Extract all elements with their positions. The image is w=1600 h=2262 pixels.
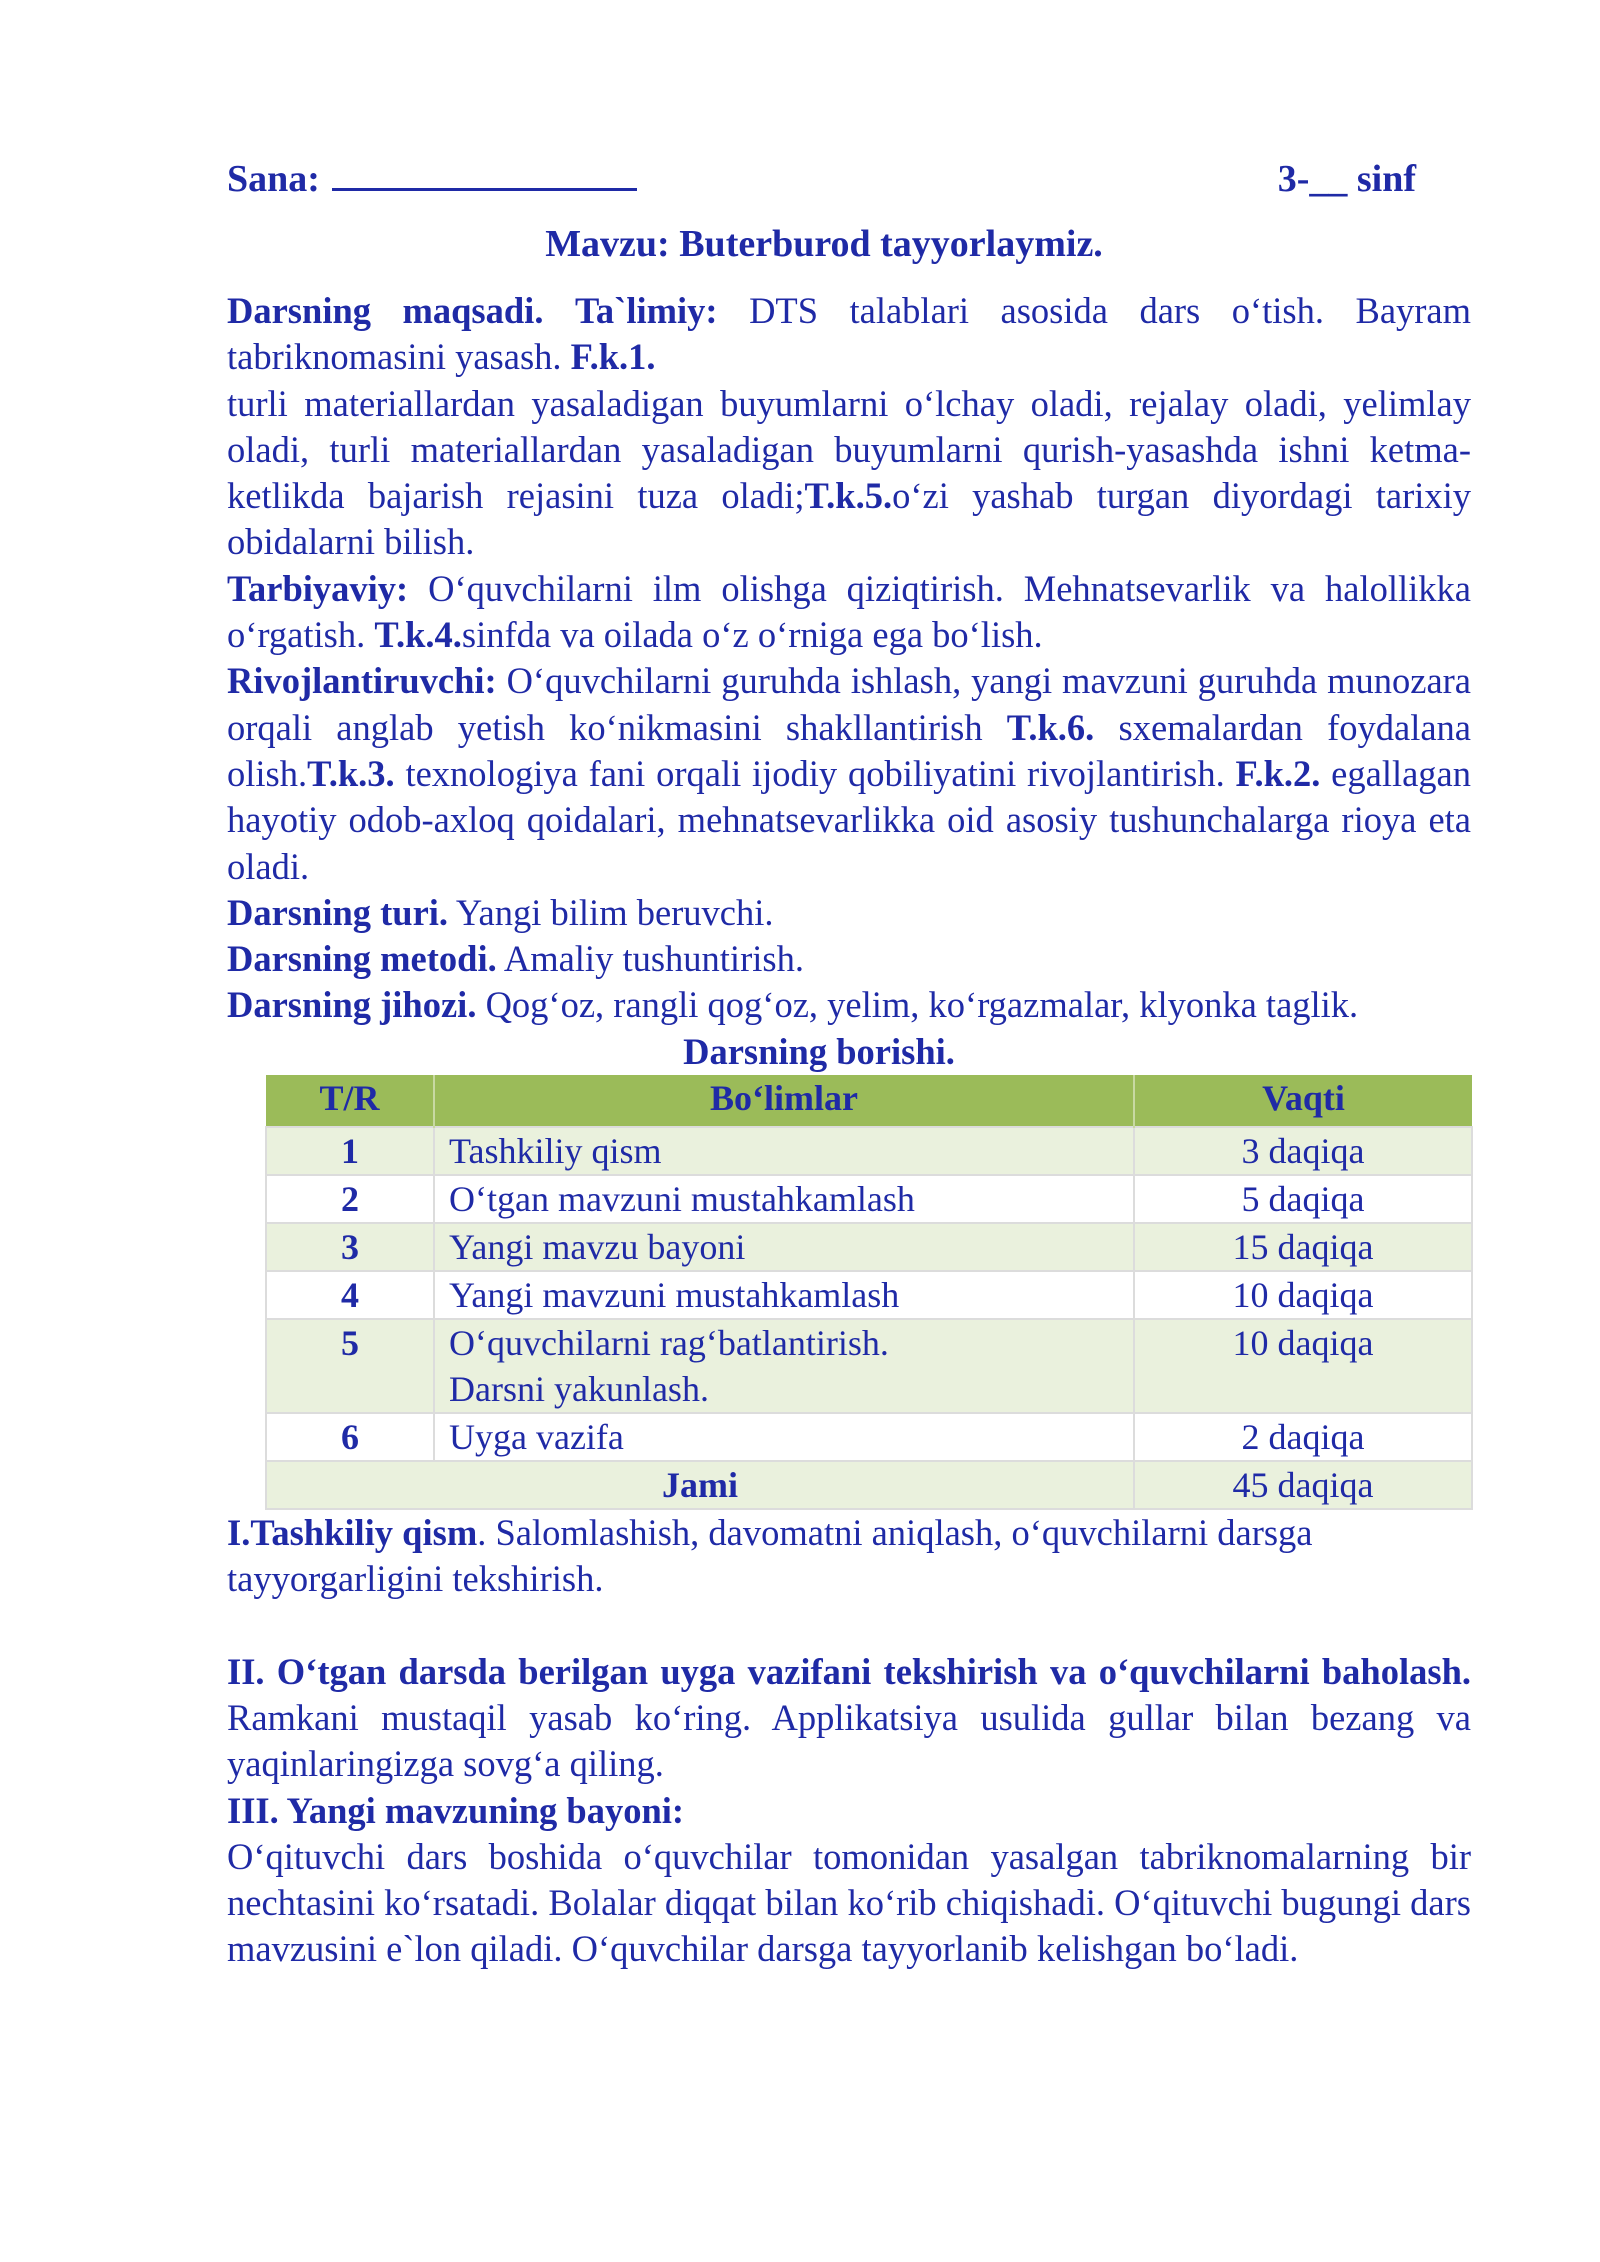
part1-label: I.Tashkiliy qism — [227, 1512, 478, 1554]
table-row — [266, 1175, 1472, 1223]
lesson-equipment-value: Qog‘oz, rangli qog‘oz, yelim, ko‘rgazmalar, klyonka taglik. — [485, 984, 1359, 1026]
table-row — [266, 1271, 1472, 1319]
class-label: 3-__ sinf — [1277, 158, 1416, 200]
skills-text: turli materiallardan yasaladigan buyumlarni o‘lchay oladi, rejalay oladi, yelimlay oladi, turli materiallardan yasaladigan buyumlarni qurish-yasashda ishni ketma-ketlikda bajarish rejasini tuza oladi; — [227, 382, 1471, 517]
header-sections: Bo‘limlar — [434, 1075, 1134, 1127]
lesson-method-value: Amaliy tushuntirish. — [503, 938, 804, 980]
edu-text: DTS talablari asosida dars o‘tish. Bayram tabriknomasini yasash. — [227, 290, 1472, 378]
table-title: Darsning borishi. — [683, 1030, 955, 1072]
table-row — [266, 1319, 1472, 1413]
lesson-method-label: Darsning metodi. — [227, 938, 497, 980]
date-label: Sana: — [227, 158, 320, 200]
lesson-equipment-label: Darsning jihozi. — [227, 984, 477, 1026]
upbringing-text: O‘quvchilarni ilm olishga qiziqtirish. Mehnatsevarlik va halollikka o‘rgatish. — [227, 567, 1472, 656]
tk4-code: T.k.4. — [374, 614, 462, 656]
develop-label: Rivojlantiruvchi: — [227, 660, 497, 702]
row-number: 4 — [266, 1271, 434, 1319]
row-section: O‘tgan mavzuni mustahkamlash — [434, 1175, 1134, 1223]
lesson-method — [227, 936, 1471, 982]
topic-title: Mavzu: Buterburod tayyorlaymiz. — [545, 223, 1103, 265]
lesson-plan — [227, 152, 1471, 1973]
row-section: Tashkiliy qism — [434, 1127, 1134, 1175]
date-field — [227, 152, 637, 203]
row-section: Yangi mavzuni mustahkamlash — [434, 1271, 1134, 1319]
part2-text: Ramkani mustaqil yasab ko‘ring. Applikatsiya usulida gullar bilan bezang va yaqinlaringizga sovg‘a qiling. — [227, 1696, 1471, 1785]
tk5-code: T.k.5. — [804, 475, 893, 517]
part3-heading — [227, 1788, 1471, 1834]
table-header-row — [266, 1075, 1472, 1127]
fk1-code: F.k.1. — [570, 336, 656, 378]
lesson-progress-table — [265, 1075, 1473, 1510]
tk3-text: texnologiya fani orqali ijodiy qobiliyatini rivojlantirish. — [405, 752, 1225, 794]
part3-label: III. Yangi mavzuning bayoni: — [227, 1789, 685, 1831]
lesson-type — [227, 890, 1471, 936]
row-section — [434, 1319, 1134, 1413]
develop-paragraph — [227, 658, 1471, 889]
row-time: 2 daqiqa — [1134, 1413, 1472, 1461]
row-number: 2 — [266, 1175, 434, 1223]
tk4-text: sinfda va oilada o‘z o‘rniga ega bo‘lish. — [461, 614, 1043, 656]
total-label: Jami — [266, 1461, 1134, 1509]
table-row — [266, 1413, 1472, 1461]
fk2-code: F.k.2. — [1235, 752, 1321, 794]
spacer — [227, 1603, 1471, 1649]
part2-label: II. O‘tgan darsda berilgan uyga vazifani tekshirish va o‘quvchilarni baholash. — [227, 1650, 1471, 1692]
row-section: Uyga vazifa — [434, 1413, 1134, 1461]
part3-paragraph: O‘qituvchi dars boshida o‘quvchilar tomonidan yasalgan tabriknomalarning bir nechtasini ko‘rsatadi. Bolalar diqqat bilan ko‘rib chiqishadi. O‘qituvchi bugungi dars mavzusini e`lon qiladi. O‘quvchilar darsga tayyorlanib kelishgan bo‘ladi. — [227, 1835, 1471, 1970]
tk6-code: T.k.6. — [1006, 706, 1095, 748]
total-time: 45 daqiqa — [1134, 1461, 1472, 1509]
row-section: Yangi mavzu bayoni — [434, 1223, 1134, 1271]
part2-paragraph — [227, 1649, 1471, 1788]
fk2-text: egallagan hayotiy odob-axloq qoidalari, mehnatsevarlikka oid asosiy tushunchalarga rioya eta oladi. — [227, 752, 1472, 887]
lesson-type-label: Darsning turi. — [227, 891, 449, 933]
goals-paragraph — [227, 288, 1471, 381]
lesson-equipment — [227, 982, 1471, 1028]
header-line — [227, 152, 1471, 200]
row-number: 1 — [266, 1127, 434, 1175]
row-time: 10 daqiqa — [1134, 1271, 1472, 1319]
table-total-row — [266, 1461, 1472, 1509]
upbringing-label: Tarbiyaviy: — [227, 567, 409, 609]
header-tr: T/R — [266, 1075, 434, 1127]
skills-paragraph — [227, 381, 1471, 566]
edu-label: Ta`limiy: — [574, 290, 718, 331]
table-row — [266, 1223, 1472, 1271]
goal-label: Darsning maqsadi. — [227, 290, 544, 331]
row-number: 3 — [266, 1223, 434, 1271]
row-section-line: O‘quvchilarni rag‘batlantirish. — [449, 1323, 889, 1364]
tk5-text: o‘zi yashab turgan diyordagi tarixiy obidalarni bilish. — [227, 475, 1472, 563]
upbringing-paragraph — [227, 566, 1471, 659]
table-row — [266, 1127, 1472, 1175]
develop-text: O‘quvchilarni guruhda ishlash, yangi mavzuni guruhda munozara orqali anglab yetish ko‘nikmasini shakllantirish — [227, 660, 1472, 748]
row-time: 10 daqiqa — [1134, 1319, 1472, 1413]
date-blank — [332, 152, 637, 191]
tk6-text: sxemalardan foydalana olish. — [227, 706, 1471, 794]
row-time: 3 daqiqa — [1134, 1127, 1472, 1175]
row-time: 15 daqiqa — [1134, 1223, 1472, 1271]
part1-text: . Salomlashish, davomatni aniqlash, o‘quvchilarni darsga tayyorgarligini tekshirish. — [227, 1512, 1313, 1600]
tk3-code: T.k.3. — [307, 752, 395, 794]
row-number: 6 — [266, 1413, 434, 1461]
part1-paragraph — [227, 1510, 1471, 1603]
header-time: Vaqti — [1134, 1075, 1472, 1127]
row-section-line: Darsni yakunlash. — [449, 1369, 709, 1410]
lesson-type-value: Yangi bilim beruvchi. — [455, 891, 774, 933]
row-number: 5 — [266, 1319, 434, 1413]
row-time: 5 daqiqa — [1134, 1175, 1472, 1223]
